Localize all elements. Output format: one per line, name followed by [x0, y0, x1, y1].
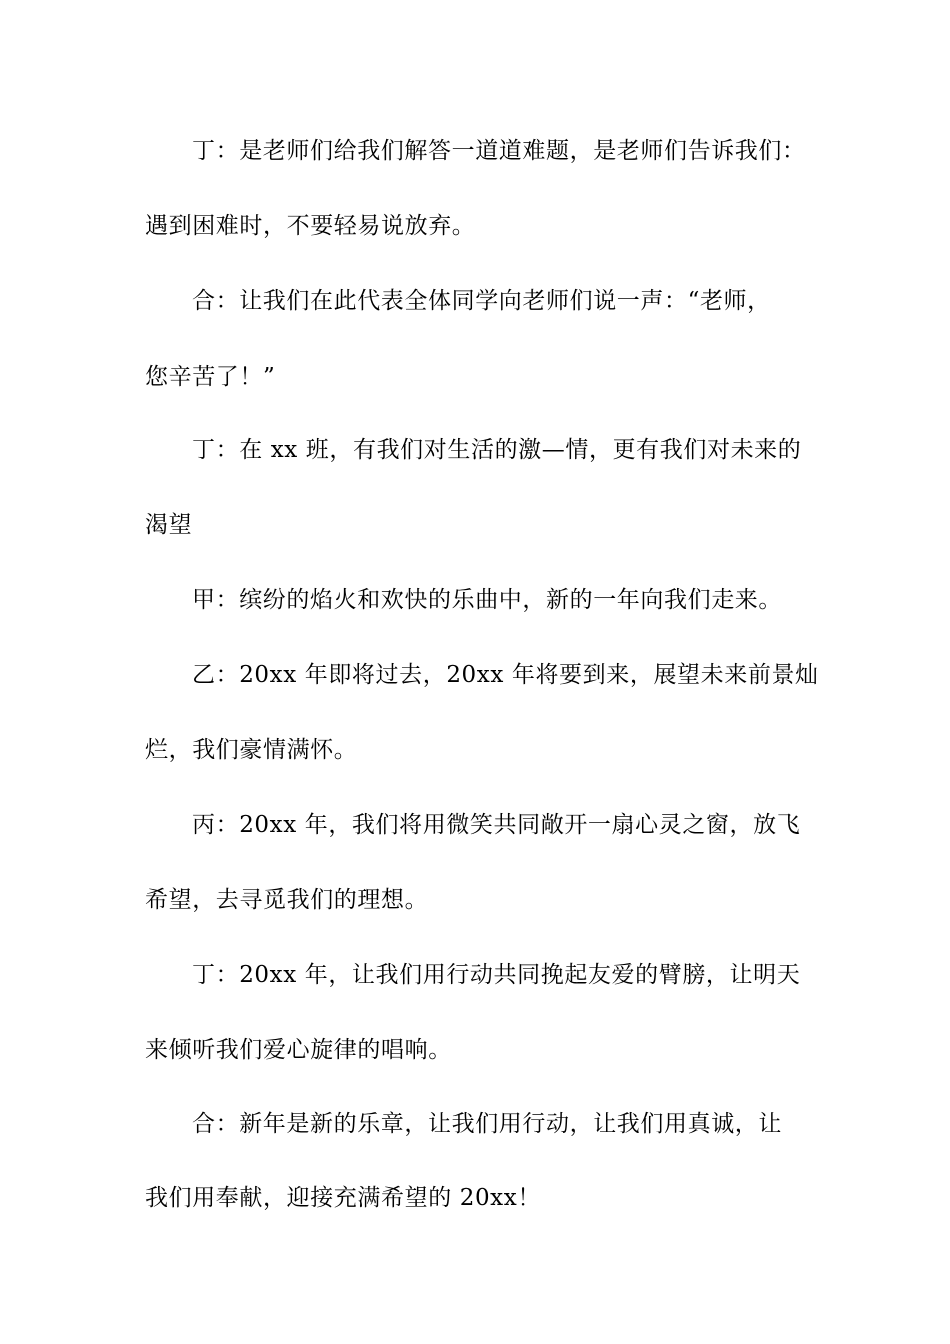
paragraph-2-line-1: 合：让我们在此代表全体同学向老师们说一声：“老师， — [192, 288, 771, 314]
paragraph-1-line-2: 遇到困难时，不要轻易说放弃。 — [145, 213, 476, 239]
paragraph-6-line-1: 丙：20xx 年，我们将用微笑共同敞开一扇心灵之窗，放飞 — [192, 812, 801, 838]
paragraph-8-line-2: 我们用奉献，迎接充满希望的 20xx！ — [145, 1185, 541, 1211]
paragraph-2-line-2: 您辛苦了！” — [145, 364, 276, 390]
paragraph-7-line-1: 丁：20xx 年，让我们用行动共同挽起友爱的臂膀，让明天 — [192, 962, 801, 988]
paragraph-5-line-1: 乙：20xx 年即将过去，20xx 年将要到来，展望未来前景灿 — [192, 662, 819, 688]
paragraph-3-line-1: 丁：在 xx 班，有我们对生活的激—情，更有我们对未来的 — [192, 437, 802, 463]
paragraph-1-line-1: 丁：是老师们给我们解答一道道难题，是老师们告诉我们： — [192, 138, 806, 164]
paragraph-4-line-1: 甲：缤纷的焰火和欢快的乐曲中，新的一年向我们走来。 — [192, 587, 782, 613]
paragraph-5-line-2: 烂，我们豪情满怀。 — [145, 737, 358, 763]
paragraph-8-line-1: 合：新年是新的乐章，让我们用行动，让我们用真诚，让 — [192, 1111, 782, 1137]
paragraph-3-line-2: 渴望 — [145, 512, 193, 538]
paragraph-7-line-2: 来倾听我们爱心旋律的唱响。 — [145, 1037, 452, 1063]
paragraph-6-line-2: 希望，去寻觅我们的理想。 — [145, 887, 429, 913]
